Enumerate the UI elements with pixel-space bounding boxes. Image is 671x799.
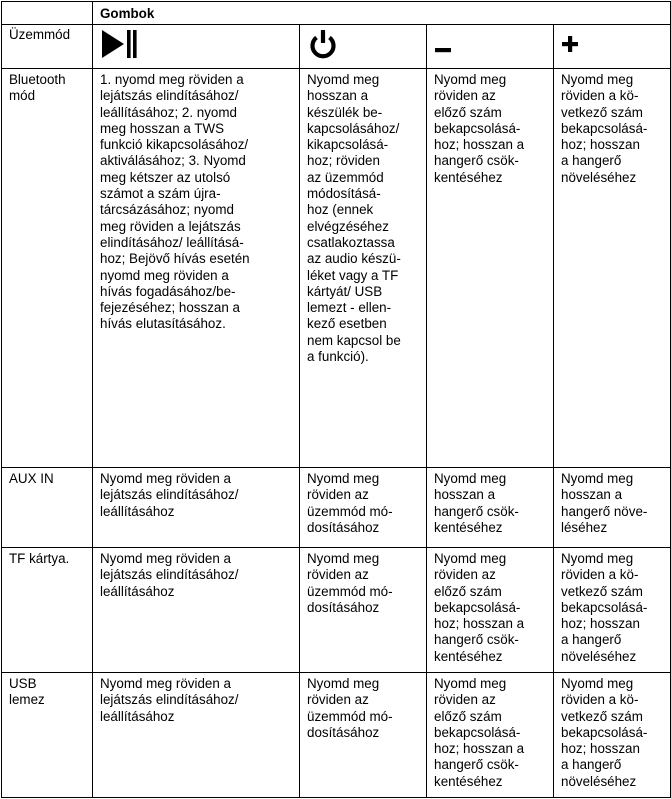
cell-text: Nyomd meg röviden az üzemmód mó- dosításához bbox=[307, 551, 393, 615]
table-cell bbox=[554, 69, 671, 468]
header-corner-cell bbox=[2, 2, 93, 25]
table-cell bbox=[300, 468, 427, 548]
cell-text: Nyomd meg röviden a kö- vetkező szám bekapcsolásá- hoz; hosszan a hangerő növeléséhez bbox=[561, 72, 648, 185]
cell-text: Nyomd meg röviden az üzemmód mó- dosításához bbox=[307, 471, 393, 535]
cell-text: Nyomd meg röviden a lejátszás elindításához/ leállításához bbox=[100, 551, 239, 599]
table-cell bbox=[300, 548, 427, 673]
header-row bbox=[2, 2, 671, 25]
table-row bbox=[2, 673, 671, 798]
table-cell bbox=[554, 673, 671, 798]
buttons-table bbox=[1, 1, 671, 798]
cell-text: Nyomd meg röviden a kö- vetkező szám bekapcsolásá- hoz; hosszan a hangerő növeléséhez bbox=[561, 676, 648, 789]
minus-cell bbox=[427, 25, 554, 69]
table-cell bbox=[93, 69, 300, 468]
table-row bbox=[2, 69, 671, 468]
cell-text: Nyomd meg röviden az előző szám bekapcsolásá- hoz; hosszan a hangerő csök- kentéséhez bbox=[434, 676, 525, 789]
cell-text: Nyomd meg röviden az előző szám bekapcsolásá- hoz; hosszan a hangerő csök- kentéséhez bbox=[434, 72, 525, 185]
table-cell bbox=[554, 468, 671, 548]
mode-column-label: Üzemmód bbox=[2, 25, 93, 69]
table-cell bbox=[300, 69, 427, 468]
cell-text: Nyomd meg röviden a lejátszás elindításához/ leállításához bbox=[100, 676, 239, 724]
cell-text: Nyomd meg röviden a kö- vetkező szám bekapcsolásá- hoz; hosszan a hangerő növeléséhez bbox=[561, 551, 648, 664]
power-icon bbox=[307, 27, 339, 61]
mode-label: AUX IN bbox=[9, 471, 54, 486]
cell-text: Nyomd meg röviden az üzemmód mó- dosításához bbox=[307, 676, 393, 740]
mode-cell bbox=[2, 548, 93, 673]
table-cell bbox=[93, 468, 300, 548]
table-cell bbox=[93, 548, 300, 673]
cell-text: Nyomd meg röviden a lejátszás elindításához/ leállításához bbox=[100, 471, 239, 519]
table-row bbox=[2, 548, 671, 673]
header-title: Gombok bbox=[93, 2, 671, 25]
minus-icon bbox=[434, 27, 466, 61]
mode-cell bbox=[2, 673, 93, 798]
cell-text: 1. nyomd meg röviden a lejátszás elindításához/ leállításához; 2. nyomd meg hosszan a TWS funkció kikapcsolásához/ aktiválásához; 3. Nyomd meg kétszer az utolsó számot a szám újra- tárcsázásához; nyomd meg röviden a lejátszás elindításához/ leállításá- hoz; Bejövő hívás esetén nyomd meg röviden a hívás fogadásához/be- fejezéséhez; hosszan a hívás elutasításához. bbox=[100, 72, 250, 332]
mode-label: Bluetooth mód bbox=[9, 72, 66, 104]
table-cell bbox=[427, 69, 554, 468]
mode-cell bbox=[2, 468, 93, 548]
table-cell bbox=[300, 673, 427, 798]
cell-text: Nyomd meg röviden az előző szám bekapcsolásá- hoz; hosszan a hangerő csök- kentéséhez bbox=[434, 551, 525, 664]
mode-cell bbox=[2, 69, 93, 468]
play-pause-cell bbox=[93, 25, 300, 69]
plus-icon bbox=[561, 27, 593, 61]
table-cell bbox=[93, 673, 300, 798]
icon-row bbox=[2, 25, 671, 69]
mode-label: TF kártya. bbox=[9, 551, 70, 566]
cell-text: Nyomd meg hosszan a készülék be- kapcsolásához/ kikapcsolásá- hoz; röviden az üzemmód módosításá- hoz (ennek elvégzéséhez csatlakoztassa az audio készü- léket vagy a TF kártyát/ USB lemezt - ellen- kező esetben nem kapcsol be a funkció). bbox=[307, 72, 401, 365]
table-cell bbox=[554, 548, 671, 673]
table-cell bbox=[427, 468, 554, 548]
cell-text: Nyomd meg hosszan a hangerő növe- léséhez bbox=[561, 471, 648, 535]
plus-cell bbox=[554, 25, 671, 69]
table-row bbox=[2, 468, 671, 548]
cell-text: Nyomd meg hosszan a hangerő csök- kentéséhez bbox=[434, 471, 519, 535]
power-cell bbox=[300, 25, 427, 69]
table-cell bbox=[427, 548, 554, 673]
mode-label: USB lemez bbox=[9, 676, 45, 708]
table-cell bbox=[427, 673, 554, 798]
play-pause-icon bbox=[100, 27, 140, 61]
